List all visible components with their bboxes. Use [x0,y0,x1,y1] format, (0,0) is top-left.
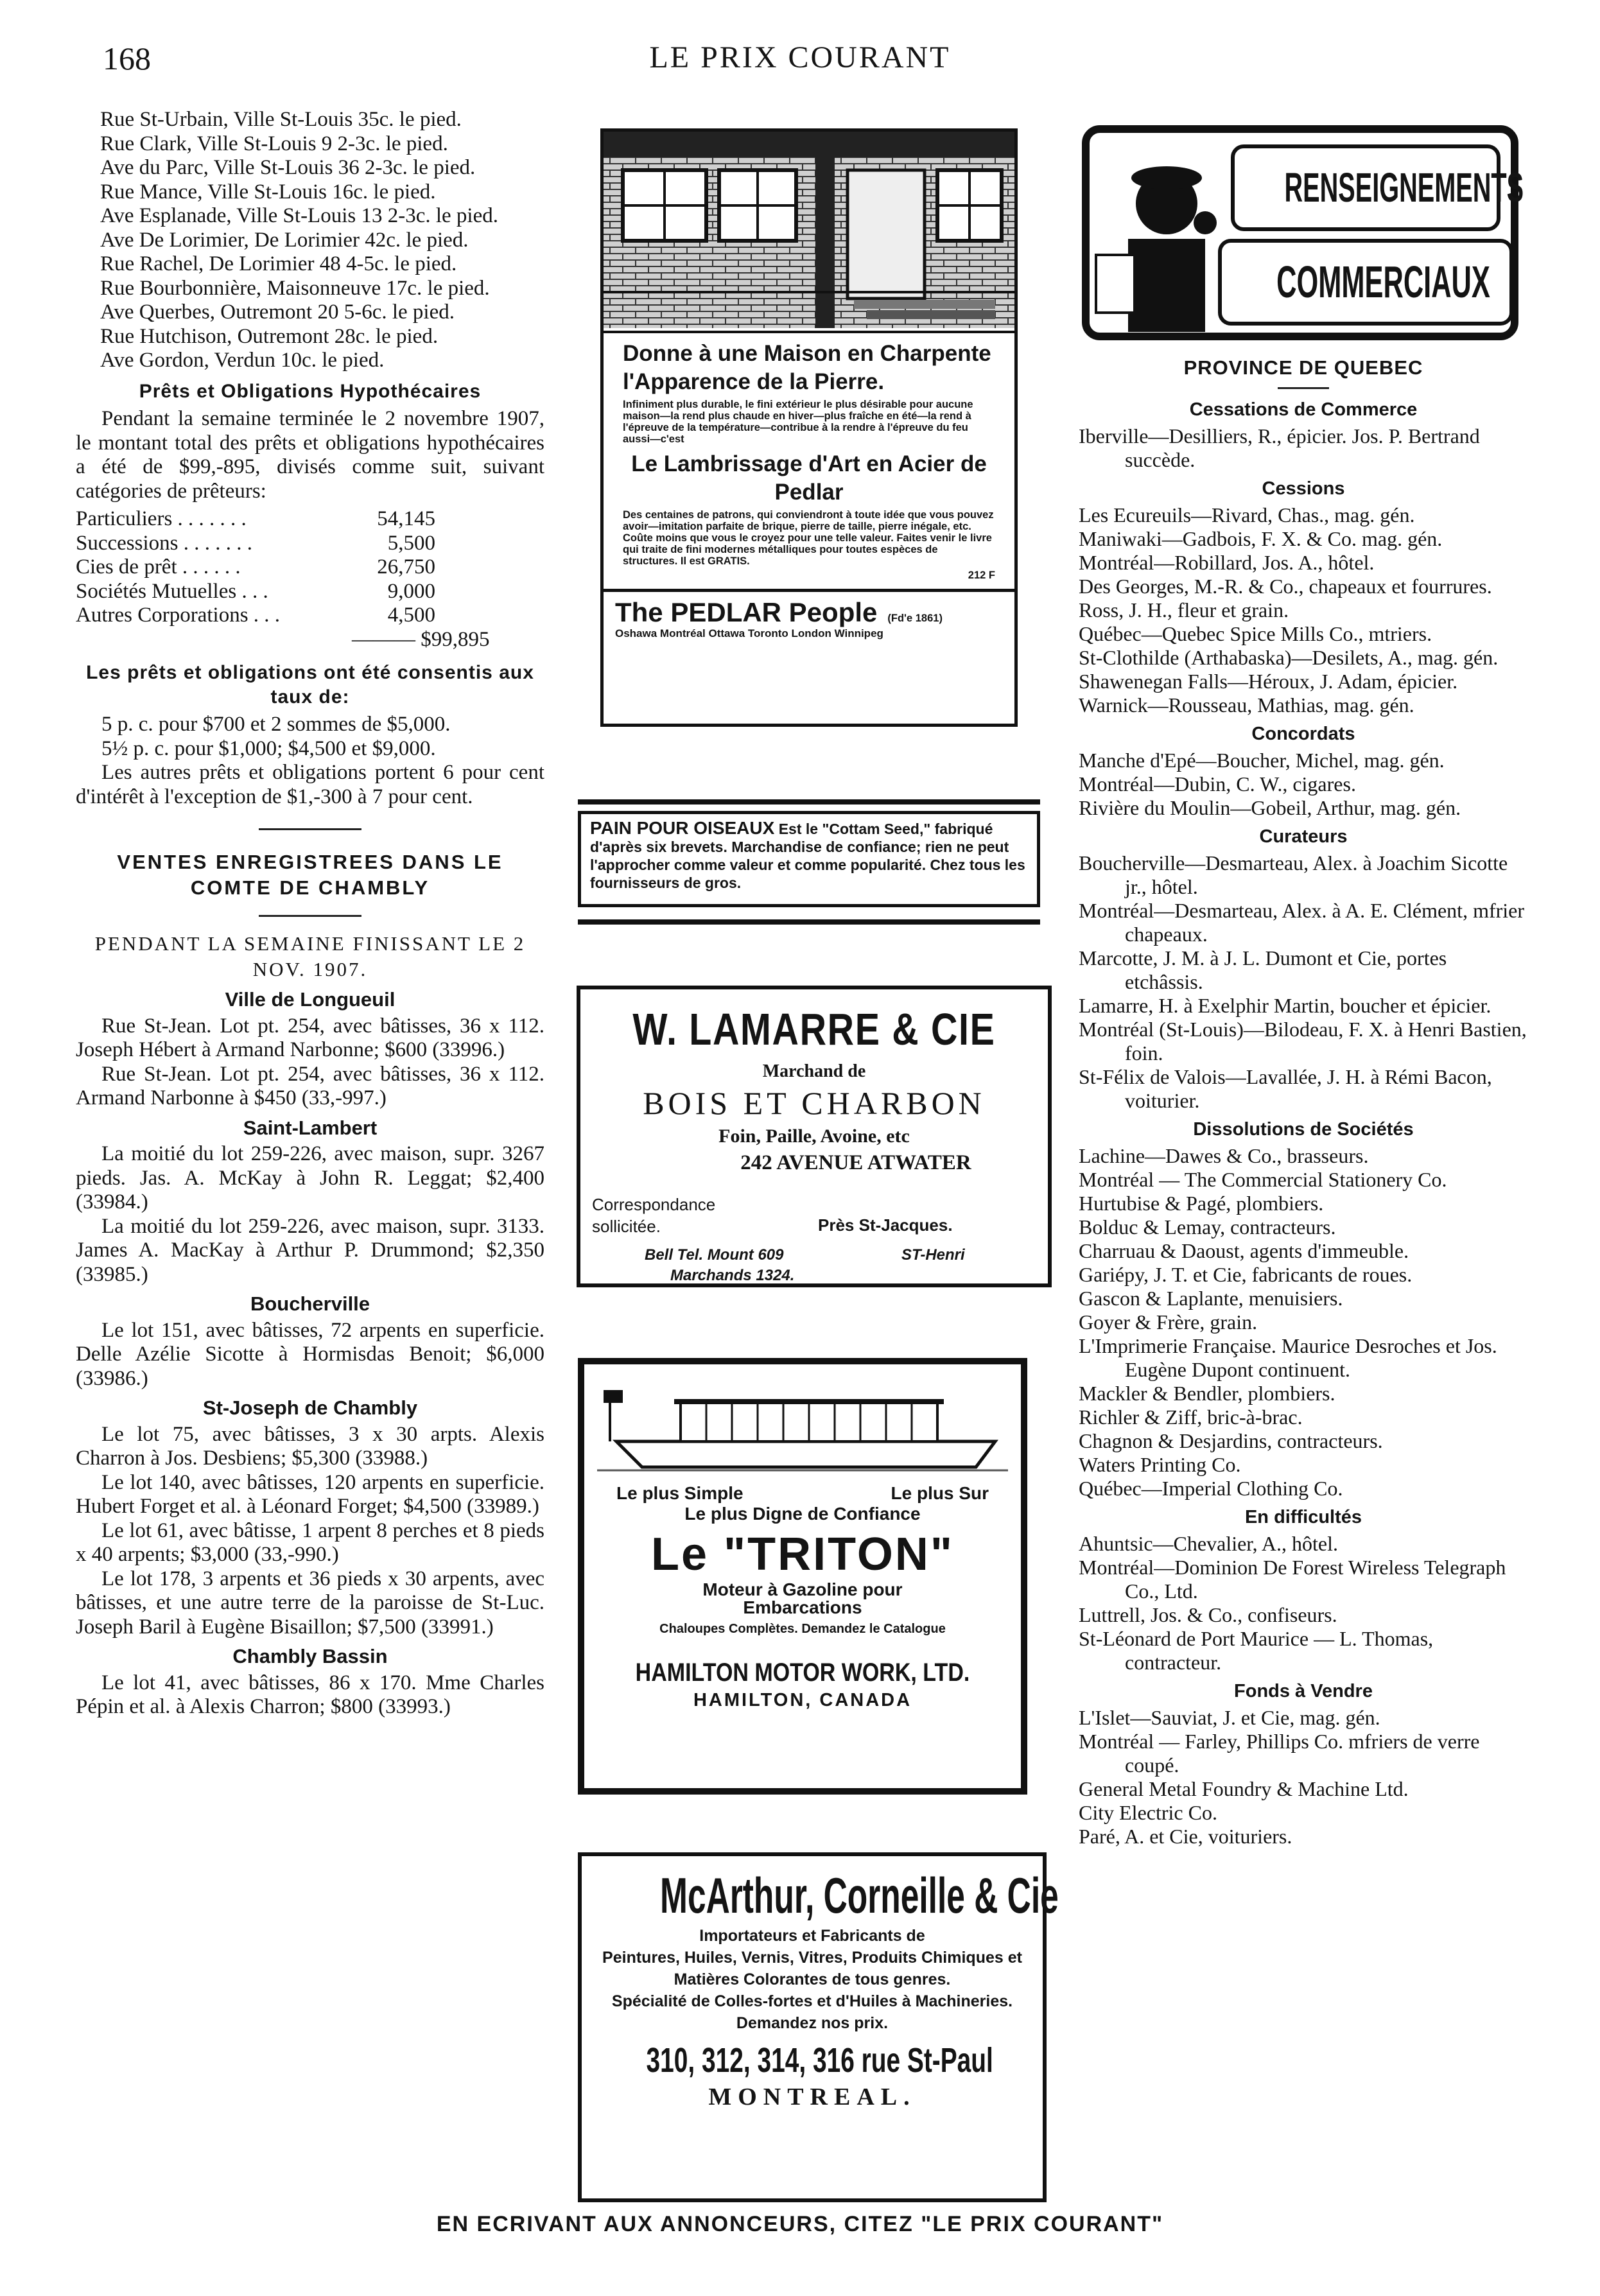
section-title: Dissolutions de Sociétés [1193,1119,1414,1140]
street-line: Rue Mance, Ville St-Louis 16c. le pied. [100,180,436,204]
lamarre-marchands: Marchands 1324. [670,1267,795,1284]
pedlar-aside: Infiniment plus durable, le fini extérieur le plus désirable pour aucune maison—la rend plus chaude en hiver—plus fraîche en été—la rend à l'épreuve de la température—contribue à la rendre à l'épreuve du feu aussi—c'est [623,399,973,445]
row-label: Successions . . . . . . . [76,531,252,555]
pedlar-code: 212 F [968,570,995,581]
triton-name: Le "TRITON" [651,1529,954,1580]
record-entry: Montréal (St-Louis)—Bilodeau, F. X. à Henri Bastien, foin. [1079,1018,1527,1065]
right-column [1079,352,1528,1848]
lamarre-pres: Près St-Jacques. [818,1215,953,1235]
street-line: Ave du Parc, Ville St-Louis 36 2-3c. le pied. [100,156,476,179]
sale-entry: Le lot 75, avec bâtisses, 3 x 30 arpts. Alexis Charron à Jos. Desbiens; $5,300 (33988.) [76,1422,544,1470]
record-entry: Marcotte, J. M. à J. L. Dumont et Cie, portes etchâssis. [1079,946,1447,993]
record-entry: Québec—Quebec Spice Mills Co., mtriers. [1079,622,1432,645]
banner-renseignements: RENSEIGNEMENTS [1284,164,1524,211]
section-title: Chambly Bassin [232,1645,388,1667]
record-entry: Boucherville—Desmarteau, Alex. à Joachim Sicotte jr., hôtel. [1079,851,1508,898]
ventes-heading: VENTES ENREGISTREES DANS LE COMTE DE CHAMBLY [117,851,503,899]
pedlar-title: Donne à une Maison en Charpente l'Apparence de la Pierre. [623,341,991,394]
table-row [76,532,435,556]
row-label: Particuliers . . . . . . . [76,507,247,530]
lamarre-goods: Foin, Paille, Avoine, etc [718,1126,910,1147]
record-entry: Mackler & Bendler, plombiers. [1079,1382,1335,1405]
sale-entry: Le lot 151, avec bâtisses, 72 arpents en superficie. Delle Azélie Sicotte à Hormisdas Benoit; $6,000 (33986.) [76,1318,544,1390]
banner-commerciaux: COMMERCIAUX [1276,257,1490,307]
province-heading: PROVINCE DE QUEBEC [1183,356,1423,379]
triton-digne: Le plus Digne de Confiance [684,1504,921,1524]
section-title: Fonds à Vendre [1234,1681,1373,1701]
taux-line: Les autres prêts et obligations portent 6 pour cent d'intérêt à l'exception de $1,-300 à 7 pour cent. [76,761,544,808]
section-divider [259,828,361,830]
street-line: Ave Esplanade, Ville St-Louis 13 2-3c. le pied. [100,204,498,227]
mcarthur-line: Importateurs et Fabricants de [699,1927,925,1945]
sale-entry: La moitié du lot 259-226, avec maison, supr. 3267 pieds. Jas. A. McKay à John R. Leggat; $2,400 (33984.) [76,1142,544,1213]
record-entry: Montréal—Dubin, C. W., cigares. [1079,772,1356,796]
page-footer: EN ECRIVANT AUX ANNONCEURS, CITEZ "LE PRIX COURANT" [436,2212,1164,2236]
table-row [76,555,435,580]
page-number: 168 [103,40,151,76]
street-line: Ave Gordon, Verdun 10c. le pied. [100,349,385,372]
record-entry: St-Clothilde (Arthabaska)—Desilets, A., mag. gén. [1079,646,1499,669]
record-entry: Charruau & Daoust, agents d'immeuble. [1079,1239,1409,1262]
pain-box [578,811,1040,907]
lamarre-name: W. LAMARRE & CIE [632,1004,996,1054]
record-entry: Shawenegan Falls—Héroux, J. Adam, épicier. [1079,670,1458,693]
mcarthur-advertisement [578,1852,1059,2202]
lamarre-trade: BOIS ET CHARBON [643,1085,986,1121]
record-entry: Lachine—Dawes & Co., brasseurs. [1079,1144,1369,1167]
lamarre-henri: ST-Henri [901,1246,965,1264]
lamarre-marchand: Marchand de [762,1061,866,1081]
record-entry: L'Imprimerie Française. Maurice Desroches et Jos. Eugène Dupont continuent. [1079,1334,1497,1381]
sale-entry: Rue St-Jean. Lot pt. 254, avec bâtisses, 36 x 112. Joseph Hébert à Armand Narbonne; $600 (33996.) [76,1014,544,1061]
row-value: 54,145 [377,507,435,530]
pedlar-product: Le Lambrissage d'Art en Acier de Pedlar [631,451,987,505]
mcarthur-line: Spécialité de Colles-fortes et d'Huiles à Machineries. [611,1992,1013,2010]
triton-tagline [584,1483,1021,1504]
sale-entry: La moitié du lot 259-226, avec maison, supr. 3133. James A. MacKay à Arthur P. Drummond; $2,350 (33985.) [76,1214,544,1286]
section-title: Curateurs [1259,826,1348,847]
street-line: Rue Hutchison, Outremont 28c. le pied. [100,324,439,348]
street-line: Rue St-Urbain, Ville St-Louis 35c. le pied. [100,108,462,131]
pedlar-cities: Oshawa Montréal Ottawa Toronto London Winnipeg [615,627,883,639]
sale-entry: Le lot 41, avec bâtisses, 86 x 170. Mme Charles Pépin et al. à Alexis Charron; $800 (33993.) [76,1671,544,1718]
record-entry: Hurtubise & Pagé, plombiers. [1079,1192,1324,1215]
record-entry: Manche d'Epé—Boucher, Michel, mag. gén. [1079,749,1445,772]
pedlar-brand: The PEDLAR People [615,597,878,627]
record-entry: Montréal — The Commercial Stationery Co. [1079,1168,1447,1191]
section-title: St-Joseph de Chambly [202,1396,418,1419]
sale-entry: Le lot 140, avec bâtisses, 120 arpents en superficie. Hubert Forget et al. à Léonard Forget; $4,500 (33989.) [76,1470,544,1518]
row-label: Autres Corporations . . . [76,604,281,627]
sale-entry: Le lot 178, 3 arpents et 36 pieds x 30 arpents, avec bâtisses, et une autre terre de la paroisse de St-Luc. Joseph Baril à Eugène Bisaillon; $7,500 (33991.) [76,1567,544,1639]
record-entry: Chagnon & Desjardins, contracteurs. [1079,1429,1383,1452]
pain-title: PAIN POUR OISEAUX [590,818,775,838]
record-entry: Montréal—Dominion De Forest Wireless Telegraph Co., Ltd. [1079,1556,1506,1603]
triton-simple: Le plus Simple [616,1483,743,1503]
pain-body: Est le "Cottam Seed," fabriqué d'après six brevets. Marchandise de confiance; rien ne peut l'approcher comme valeur et comme popularité. Chez tous les fournisseurs de gros. [590,821,1025,891]
record-entry: Les Ecureuils—Rivard, Chas., mag. gén. [1079,503,1415,526]
street-line: Ave De Lorimier, De Lorimier 42c. le pied. [100,228,469,252]
triton-chaloupes: Chaloupes Complètes. Demandez le Catalogue [659,1622,946,1636]
pain-text [590,819,1028,892]
section-divider [259,915,361,917]
sale-entry: Rue St-Jean. Lot pt. 254, avec bâtisses, 36 x 112. Armand Narbonne à $450 (33,-997.) [76,1062,544,1109]
record-entry: Des Georges, M.-R. & Co., chapeaux et fourrures. [1079,575,1492,598]
taux-line: 5 p. c. pour $700 et 2 sommes de $5,000. [101,713,451,736]
mcarthur-name: McArthur, Corneille & Cie [660,1867,1059,1924]
boat-illustration [584,1364,1021,1480]
banner-top-box [1231,144,1524,231]
section-title: Cessions [1262,478,1345,499]
record-entry: Montréal—Desmarteau, Alex. à A. E. Clément, mfrier chapeaux. [1079,899,1525,946]
taux-line: 5½ p. c. pour $1,000; $4,500 et $9,000. [101,736,436,760]
prets-table [76,507,544,652]
street-prices [76,108,544,373]
section-divider [1278,387,1329,389]
record-entry: Richler & Ziff, bric-à-brac. [1079,1405,1303,1429]
pedlar-founded: (Fd'e 1861) [887,613,943,624]
left-column [76,108,544,1719]
triton-motor: Moteur à Gazoline pour Embarcations [702,1579,903,1617]
semaine-heading: PENDANT LA SEMAINE FINISSANT LE 2 NOV. 1907. [94,932,526,980]
record-entry: Bolduc & Lemay, contracteurs. [1079,1215,1336,1239]
row-value: 26,750 [377,555,435,578]
page-header [0,40,1600,85]
section-title: Saint-Lambert [243,1116,378,1139]
record-entry: St-Félix de Valois—Lavallée, J. H. à Rémi Bacon, voiturier. [1079,1065,1492,1112]
lamarre-tel: Bell Tel. Mount 609 [645,1246,784,1264]
record-entry: Waters Printing Co. [1079,1453,1241,1476]
section-title: Boucherville [250,1292,370,1315]
taux-heading: Les prêts et obligations ont été consentis aux taux de: [86,662,534,708]
section-title: Cessations de Commerce [1189,399,1418,420]
prets-total: ——— $99,895 [352,627,490,651]
record-entry: Ahuntsic—Chevalier, A., hôtel. [1079,1532,1338,1555]
row-value: 5,500 [387,531,435,555]
prets-paragraph: Pendant la semaine terminée le 2 novembre 1907, le montant total des prêts et obligations hypothécaires a été de $99,-895, divisés comme suit, suivant catégories de prêteurs: [76,407,544,503]
mcarthur-address: 310, 312, 314, 316 rue St-Paul [646,2041,993,2080]
record-entry: Québec—Imperial Clothing Co. [1079,1477,1343,1500]
record-entry: Warnick—Rousseau, Mathias, mag. gén. [1079,693,1414,717]
section-title: En difficultés [1244,1507,1362,1527]
row-value: 9,000 [387,579,435,603]
street-line: Ave Querbes, Outremont 20 5-6c. le pied. [100,300,455,324]
sale-entry: Le lot 61, avec bâtisse, 1 arpent 8 perches et 8 pieds x 40 arpents; $3,000 (33,-990.) [76,1518,544,1566]
record-entry: Luttrell, Jos. & Co., confiseurs. [1079,1603,1337,1626]
triton-city: HAMILTON, CANADA [693,1690,912,1710]
pain-oiseaux-advertisement [578,799,1040,925]
mcarthur-line: Peintures, Huiles, Vernis, Vitres, Produits Chimiques et Matières Colorantes de tous genres. [602,1949,1022,1988]
triton-company: HAMILTON MOTOR WORK, LTD. [635,1658,970,1687]
record-entry: Paré, A. et Cie, voituriers. [1079,1825,1292,1848]
renseignements-banner [1082,125,1524,340]
pedlar-body: Des centaines de patrons, qui conviendront à toute idée que vous pouvez avoir—imitation parfaite de brique, pierre de taille, pierre inégale, etc. Coûte moins que vous le croyez pour une telle valeur. Faites venir le livre qui traite de fini modernes métalliques pour toutes espèces de structures. Il est GRATIS. [623,509,994,567]
record-entry: Iberville—Desilliers, R., épicier. Jos. P. Bertrand succède. [1079,424,1480,471]
record-entry: Maniwaki—Gadbois, F. X. & Co. mag. gén. [1079,527,1443,550]
newsboy-illustration [1090,133,1231,332]
record-entry: Gascon & Laplante, menuisiers. [1079,1287,1343,1310]
mcarthur-city: MONTREAL. [708,2083,916,2110]
street-line: Rue Rachel, De Lorimier 48 4-5c. le pied. [100,252,457,275]
record-entry: Gariépy, J. T. et Cie, fabricants de roues. [1079,1263,1413,1286]
pedlar-brand-box [604,589,1014,645]
section-title: Ville de Longueuil [225,988,396,1011]
lamarre-correspondance: Correspondance sollicitée. [592,1195,716,1236]
record-entry: Lamarre, H. à Exelphir Martin, boucher et épicier. [1079,994,1491,1017]
prets-heading: Prêts et Obligations Hypothécaires [139,380,482,402]
row-value: 4,500 [387,604,435,627]
row-label: Cies de prêt . . . . . . [76,555,241,578]
table-row [76,507,435,532]
record-entry: Montréal — Farley, Phillips Co. mfriers de verre coupé. [1079,1730,1480,1777]
section-title: Concordats [1251,724,1355,744]
record-entry: City Electric Co. [1079,1801,1217,1824]
table-row [76,580,435,604]
record-entry: Montréal—Robillard, Jos. A., hôtel. [1079,551,1375,574]
lamarre-advertisement [577,986,1052,1287]
table-row [76,604,435,628]
record-entry: St-Léonard de Port Maurice — L. Thomas, contracteur. [1079,1627,1434,1674]
record-entry: Ross, J. H., fleur et grain. [1079,598,1289,622]
pedlar-advertisement [600,128,1018,727]
mcarthur-line: Demandez nos prix. [736,2014,889,2032]
triton-sur: Le plus Sur [891,1483,989,1503]
banner-bottom-box [1218,239,1513,326]
lamarre-address: 242 AVENUE ATWATER [740,1151,971,1174]
street-line: Rue Clark, Ville St-Louis 9 2-3c. le pied. [100,132,448,155]
running-title: LE PRIX COURANT [649,40,951,74]
house-illustration [604,132,1014,333]
row-label: Sociétés Mutuelles . . . [76,579,268,603]
triton-advertisement [578,1358,1027,1795]
record-entry: Rivière du Moulin—Gobeil, Arthur, mag. gén. [1079,796,1461,819]
street-line: Rue Bourbonnière, Maisonneuve 17c. le pied. [100,276,490,300]
record-entry: General Metal Foundry & Machine Ltd. [1079,1777,1409,1800]
record-entry: L'Islet—Sauviat, J. et Cie, mag. gén. [1079,1706,1380,1729]
record-entry: Goyer & Frère, grain. [1079,1310,1258,1334]
